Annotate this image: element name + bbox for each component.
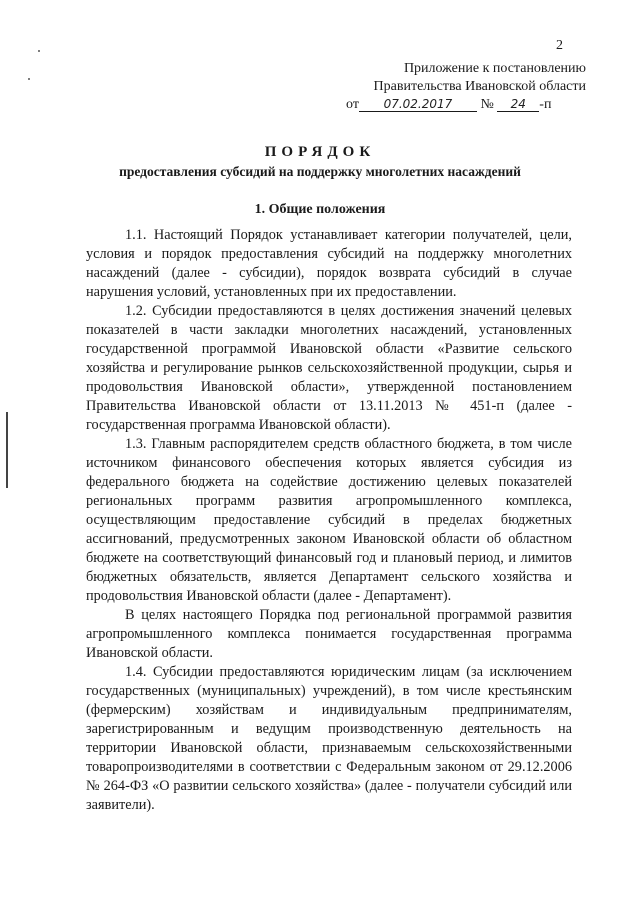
body-text <box>86 226 572 815</box>
scan-speck <box>38 50 40 52</box>
paragraph-1-4: 1.4. Субсидии предоставляются юридическим лицам (за исключением государственных (муниципальных) учреждений), в том числе крестьянским (фермерским) хозяйствам и индивидуальным предпринимателям, зарегистрированным и ведущим производственную деятельность на территории Ивановской области, признаваемым сельскохозяйственными товаропроизводителями в соответствии с Федеральным законом от 29.12.2006 № 264-ФЗ «О развитии сельского хозяйства» (далее - получатели субсидий или заявители). <box>86 664 572 813</box>
number-sign: № <box>480 97 494 112</box>
scan-speck <box>28 78 30 80</box>
paragraph-1-3: 1.3. Главным распорядителем средств областного бюджета, в том числе источником финансового обеспечения которых является субсидия из федерального бюджета на содействие достижению целевых показателей региональных программ развития агропромышленного комплекса, осуществляющим предоставление субсидий в пределах бюджетных ассигнований, предусмотренных законом Ивановской области об областном бюджете на соответствующий финансовый год и плановый период, и лимитов бюджетных обязательств, является Департамент сельского хозяйства и продовольствия Ивановской области (далее - Департамент). <box>86 436 572 604</box>
paragraph-1-2: 1.2. Субсидии предоставляются в целях достижения значений целевых показателей в части закладки многолетних насаждений, установленных государственной программой Ивановской области «Развитие сельского хозяйства и регулирование рынков сельскохозяйственной продукции, сырья и продовольствия Ивановской области», утвержденной постановлением Правительства Ивановской области от 13.11.2013 № 451-п (далее - государственная программа Ивановской области). <box>86 303 572 433</box>
document-subtitle: предоставления субсидий на поддержку многолетних насаждений <box>119 164 521 179</box>
appendix-line-1: Приложение к постановлению <box>403 61 586 76</box>
section-heading: 1. Общие положения <box>254 202 386 217</box>
document-title: ПОРЯДОК <box>264 144 376 160</box>
handwritten-number: 24 <box>497 97 539 112</box>
number-suffix: -п <box>539 97 552 112</box>
paragraph-1-1: 1.1. Настоящий Порядок устанавливает категории получателей, цели, условия и порядок предоставления субсидий на поддержку многолетних насаждений (далее - субсидии), порядок возврата субсидий в случае нарушения условий, установленных при их предоставлении. <box>86 227 572 300</box>
handwritten-date: 07.02.2017 <box>359 97 477 112</box>
paragraph-definition: В целях настоящего Порядка под региональной программой развития агропромышленного комплекса понимается государственная программа Ивановской области. <box>86 607 572 661</box>
appendix-date-line <box>346 96 586 114</box>
date-prefix: от <box>346 97 359 112</box>
appendix-line-2: Правительства Ивановской области <box>373 79 586 94</box>
scan-margin-mark <box>6 412 8 488</box>
page-number: 2 <box>556 38 563 53</box>
appendix-block <box>346 60 586 114</box>
